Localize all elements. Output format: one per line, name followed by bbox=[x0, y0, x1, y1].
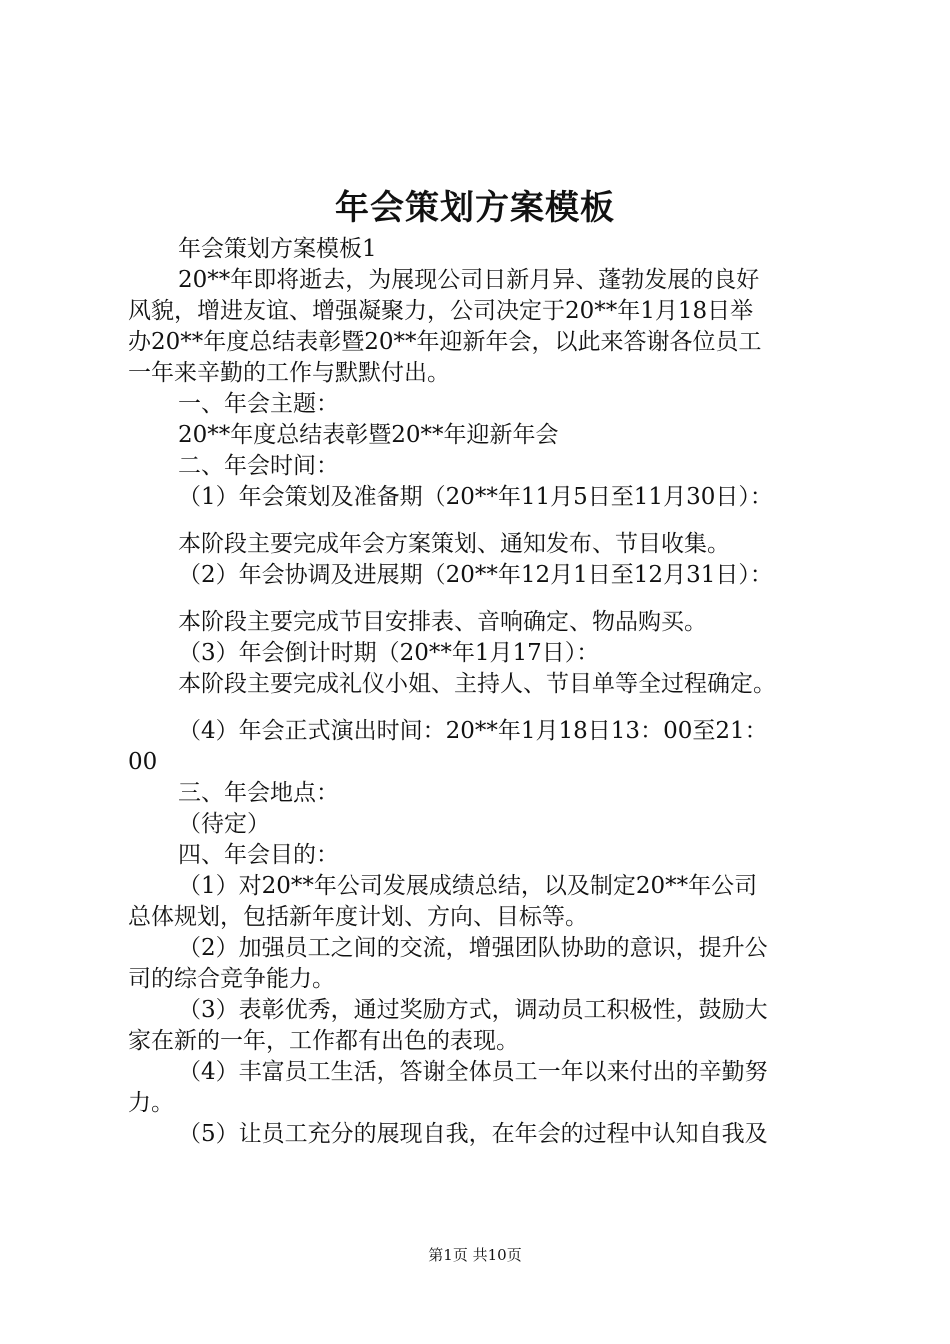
section-heading: 四、年会目的： bbox=[178, 842, 339, 868]
paragraph-line: 00 bbox=[128, 749, 158, 775]
paragraph-line: （待定） bbox=[178, 811, 270, 837]
paragraph-line: 风貌，增进友谊、增强凝聚力，公司决定于20**年1月18日举 bbox=[128, 298, 754, 324]
paragraph-line: 司的综合竞争能力。 bbox=[128, 966, 335, 992]
paragraph-line: （2）加强员工之间的交流，增强团队协助的意识，提升公 bbox=[178, 935, 768, 961]
paragraph-line: （3）年会倒计时期（20**年1月17日）： bbox=[178, 640, 600, 666]
paragraph-line: （4）年会正式演出时间：20**年1月18日13：00至21： bbox=[178, 718, 768, 744]
section-heading: 三、年会地点： bbox=[178, 780, 339, 806]
section-heading: 一、年会主题： bbox=[178, 391, 339, 417]
document-title: 年会策划方案模板 bbox=[335, 188, 615, 228]
paragraph-line: （1）年会策划及准备期（20**年11月5日至11月30日）： bbox=[178, 484, 773, 510]
paragraph-line: 总体规划，包括新年度计划、方向、目标等。 bbox=[128, 904, 588, 930]
paragraph-line: （4）丰富员工生活，答谢全体员工一年以来付出的辛勤努 bbox=[178, 1059, 768, 1085]
paragraph-line: （1）对20**年公司发展成绩总结，以及制定20**年公司 bbox=[178, 873, 758, 899]
paragraph-line: 本阶段主要完成节目安排表、音响确定、物品购买。 bbox=[178, 609, 707, 635]
paragraph-line: 一年来辛勤的工作与默默付出。 bbox=[128, 360, 450, 386]
paragraph-line: 家在新的一年，工作都有出色的表现。 bbox=[128, 1028, 519, 1054]
paragraph-line: （3）表彰优秀，通过奖励方式，调动员工积极性，鼓励大 bbox=[178, 997, 768, 1023]
blank-gap bbox=[128, 513, 840, 529]
page-footer: 第1页 共10页 bbox=[428, 1246, 522, 1264]
paragraph-line: 办20**年度总结表彰暨20**年迎新年会，以此来答谢各位员工 bbox=[128, 329, 762, 355]
paragraph-line: 力。 bbox=[128, 1090, 174, 1116]
blank-gap bbox=[128, 591, 840, 607]
document-body bbox=[128, 234, 840, 1150]
section-heading: 年会策划方案模板1 bbox=[178, 236, 377, 262]
paragraph-line: 20**年即将逝去，为展现公司日新月异、蓬勃发展的良好 bbox=[178, 267, 760, 293]
paragraph-line: 本阶段主要完成年会方案策划、通知发布、节目收集。 bbox=[178, 531, 730, 557]
paragraph-line: 20**年度总结表彰暨20**年迎新年会 bbox=[178, 422, 559, 448]
paragraph-line: （2）年会协调及进展期（20**年12月1日至12月31日）： bbox=[178, 562, 773, 588]
paragraph-line: （5）让员工充分的展现自我，在年会的过程中认知自我及 bbox=[178, 1121, 768, 1147]
blank-gap bbox=[128, 700, 840, 716]
paragraph-line: 本阶段主要完成礼仪小姐、主持人、节目单等全过程确定。 bbox=[178, 671, 776, 697]
section-heading: 二、年会时间： bbox=[178, 453, 339, 479]
